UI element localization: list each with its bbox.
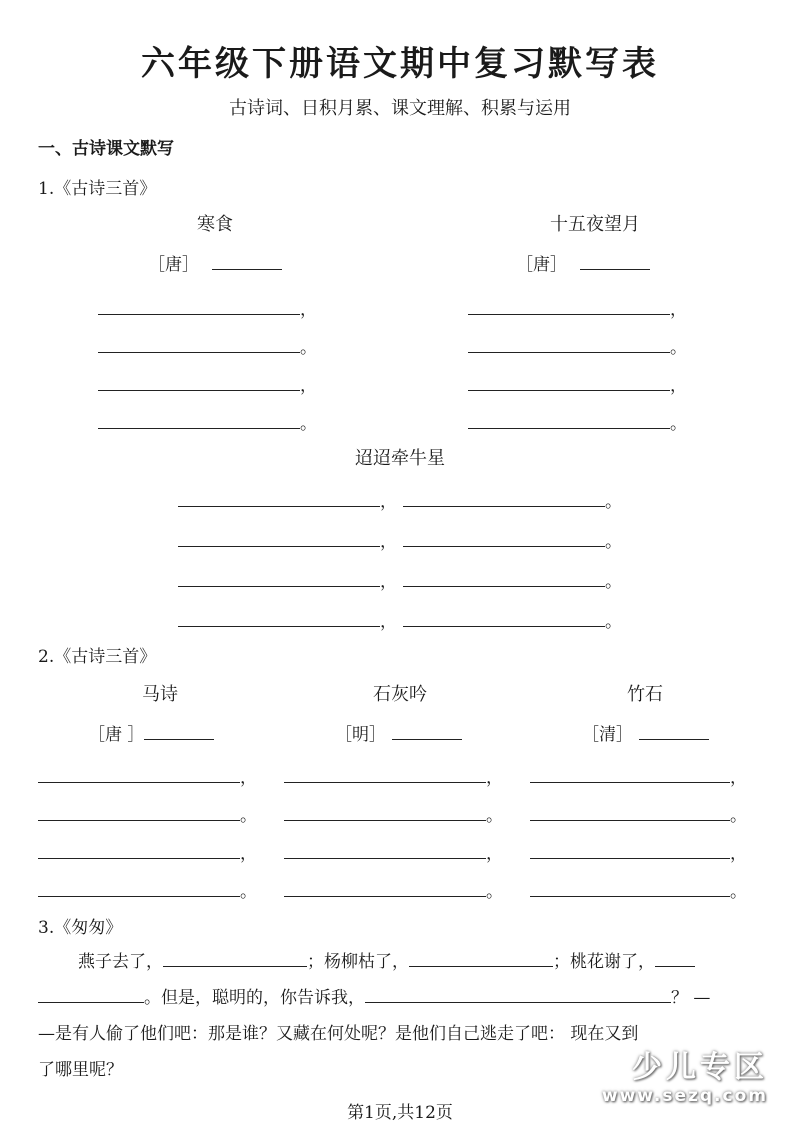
answer-blank[interactable]	[178, 610, 380, 627]
answer-blank[interactable]	[98, 298, 300, 315]
watermark-logo	[602, 1042, 768, 1106]
poem-line: 。	[38, 801, 257, 826]
answer-blank[interactable]	[38, 766, 240, 783]
answer-blank[interactable]	[284, 804, 486, 821]
answer-blank[interactable]	[403, 570, 605, 587]
poem-line: 。	[468, 409, 687, 434]
poem-line: 。	[530, 801, 747, 826]
answer-blank[interactable]	[38, 984, 144, 1003]
poem-line: 。	[468, 333, 687, 358]
dynasty-tag: ［唐 ］	[88, 725, 145, 745]
answer-blank[interactable]	[38, 880, 240, 897]
answer-blank[interactable]	[178, 490, 380, 507]
answer-blank[interactable]	[530, 766, 730, 783]
question-label-2: 2.《古诗三首》	[38, 647, 157, 667]
poem-line: ，	[284, 839, 503, 864]
answer-blank[interactable]	[655, 948, 695, 967]
poem-line: ， 。	[178, 567, 622, 592]
poem-title-zhushi: 竹石	[627, 684, 663, 705]
poem-line: ，	[284, 763, 503, 788]
answer-blank[interactable]	[468, 336, 670, 353]
answer-blank[interactable]	[163, 948, 307, 967]
answer-blank[interactable]	[284, 880, 486, 897]
dynasty-tag: ［唐］	[148, 255, 199, 275]
poem-title-shiwuye: 十五夜望月	[550, 214, 640, 235]
author-blank[interactable]	[392, 721, 462, 740]
answer-blank[interactable]	[530, 842, 730, 859]
question-label-1: 1.《古诗三首》	[38, 179, 157, 199]
answer-blank[interactable]	[403, 610, 605, 627]
answer-blank[interactable]	[98, 336, 300, 353]
answer-blank[interactable]	[38, 842, 240, 859]
poem-line: ，	[468, 295, 687, 320]
poem-author-shiwuye	[516, 250, 650, 275]
answer-blank[interactable]	[409, 948, 553, 967]
answer-blank[interactable]	[284, 766, 486, 783]
author-blank[interactable]	[580, 251, 650, 270]
author-blank[interactable]	[639, 721, 709, 740]
page-footer: 第1页,共12页	[347, 1103, 453, 1123]
poem-author-zhushi	[582, 720, 709, 745]
poem-line: ，	[98, 295, 317, 320]
answer-blank[interactable]	[98, 412, 300, 429]
poem-author-shihuiyin	[335, 720, 462, 745]
poem-line: 。	[38, 877, 257, 902]
passage-line: —是有人偷了他们吧：那是谁？又藏在何处呢？是他们自己逃走了吧： 现在又到	[38, 1024, 639, 1044]
answer-blank[interactable]	[468, 374, 670, 391]
author-blank[interactable]	[144, 721, 214, 740]
answer-blank[interactable]	[178, 570, 380, 587]
poem-line: ，	[38, 839, 257, 864]
answer-blank[interactable]	[178, 530, 380, 547]
dynasty-tag: ［明］	[335, 725, 386, 745]
dynasty-tag: ［清］	[582, 725, 633, 745]
passage-line: 。但是，聪明的，你告诉我， ？ —	[38, 980, 762, 1016]
answer-blank[interactable]	[530, 804, 730, 821]
section-heading: 一、古诗课文默写	[38, 139, 174, 159]
answer-blank[interactable]	[38, 804, 240, 821]
poem-line: 。	[98, 333, 317, 358]
poem-line: ，	[468, 371, 687, 396]
poem-line: ，	[38, 763, 257, 788]
watermark-url: www.sezq.com	[601, 1086, 768, 1106]
poem-title-tiaotiao: 迢迢牵牛星	[355, 448, 445, 469]
poem-line: ，	[530, 763, 747, 788]
passage-line: 了哪里呢？	[38, 1060, 123, 1080]
question-label-3: 3.《匆匆》	[38, 918, 123, 938]
poem-line: 。	[284, 801, 503, 826]
answer-blank[interactable]	[468, 412, 670, 429]
answer-blank[interactable]	[403, 490, 605, 507]
poem-author-mashi	[88, 720, 214, 745]
poem-line: ， 。	[178, 487, 622, 512]
answer-blank[interactable]	[284, 842, 486, 859]
poem-line: ，	[530, 839, 747, 864]
poem-author-hanshi	[148, 250, 282, 275]
poem-line: ，	[98, 371, 317, 396]
poem-title-mashi: 马诗	[142, 684, 178, 705]
poem-line: 。	[530, 877, 747, 902]
answer-blank[interactable]	[365, 984, 671, 1003]
poem-line: ， 。	[178, 527, 622, 552]
page-title: 六年级下册语文期中复习默写表	[141, 44, 659, 84]
poem-line: 。	[284, 877, 503, 902]
poem-title-hanshi: 寒食	[197, 214, 233, 235]
poem-line: 。	[98, 409, 317, 434]
poem-title-shihuiyin: 石灰吟	[373, 684, 427, 705]
dynasty-tag: ［唐］	[516, 255, 567, 275]
author-blank[interactable]	[212, 251, 282, 270]
answer-blank[interactable]	[468, 298, 670, 315]
passage-line: 燕子去了， ；杨柳枯了， ；桃花谢了，	[38, 944, 762, 980]
page-subtitle: 古诗词、日积月累、课文理解、积累与运用	[229, 98, 571, 119]
poem-line: ， 。	[178, 607, 622, 632]
watermark-brand: 少儿专区	[632, 1050, 768, 1085]
answer-blank[interactable]	[98, 374, 300, 391]
answer-blank[interactable]	[403, 530, 605, 547]
answer-blank[interactable]	[530, 880, 730, 897]
